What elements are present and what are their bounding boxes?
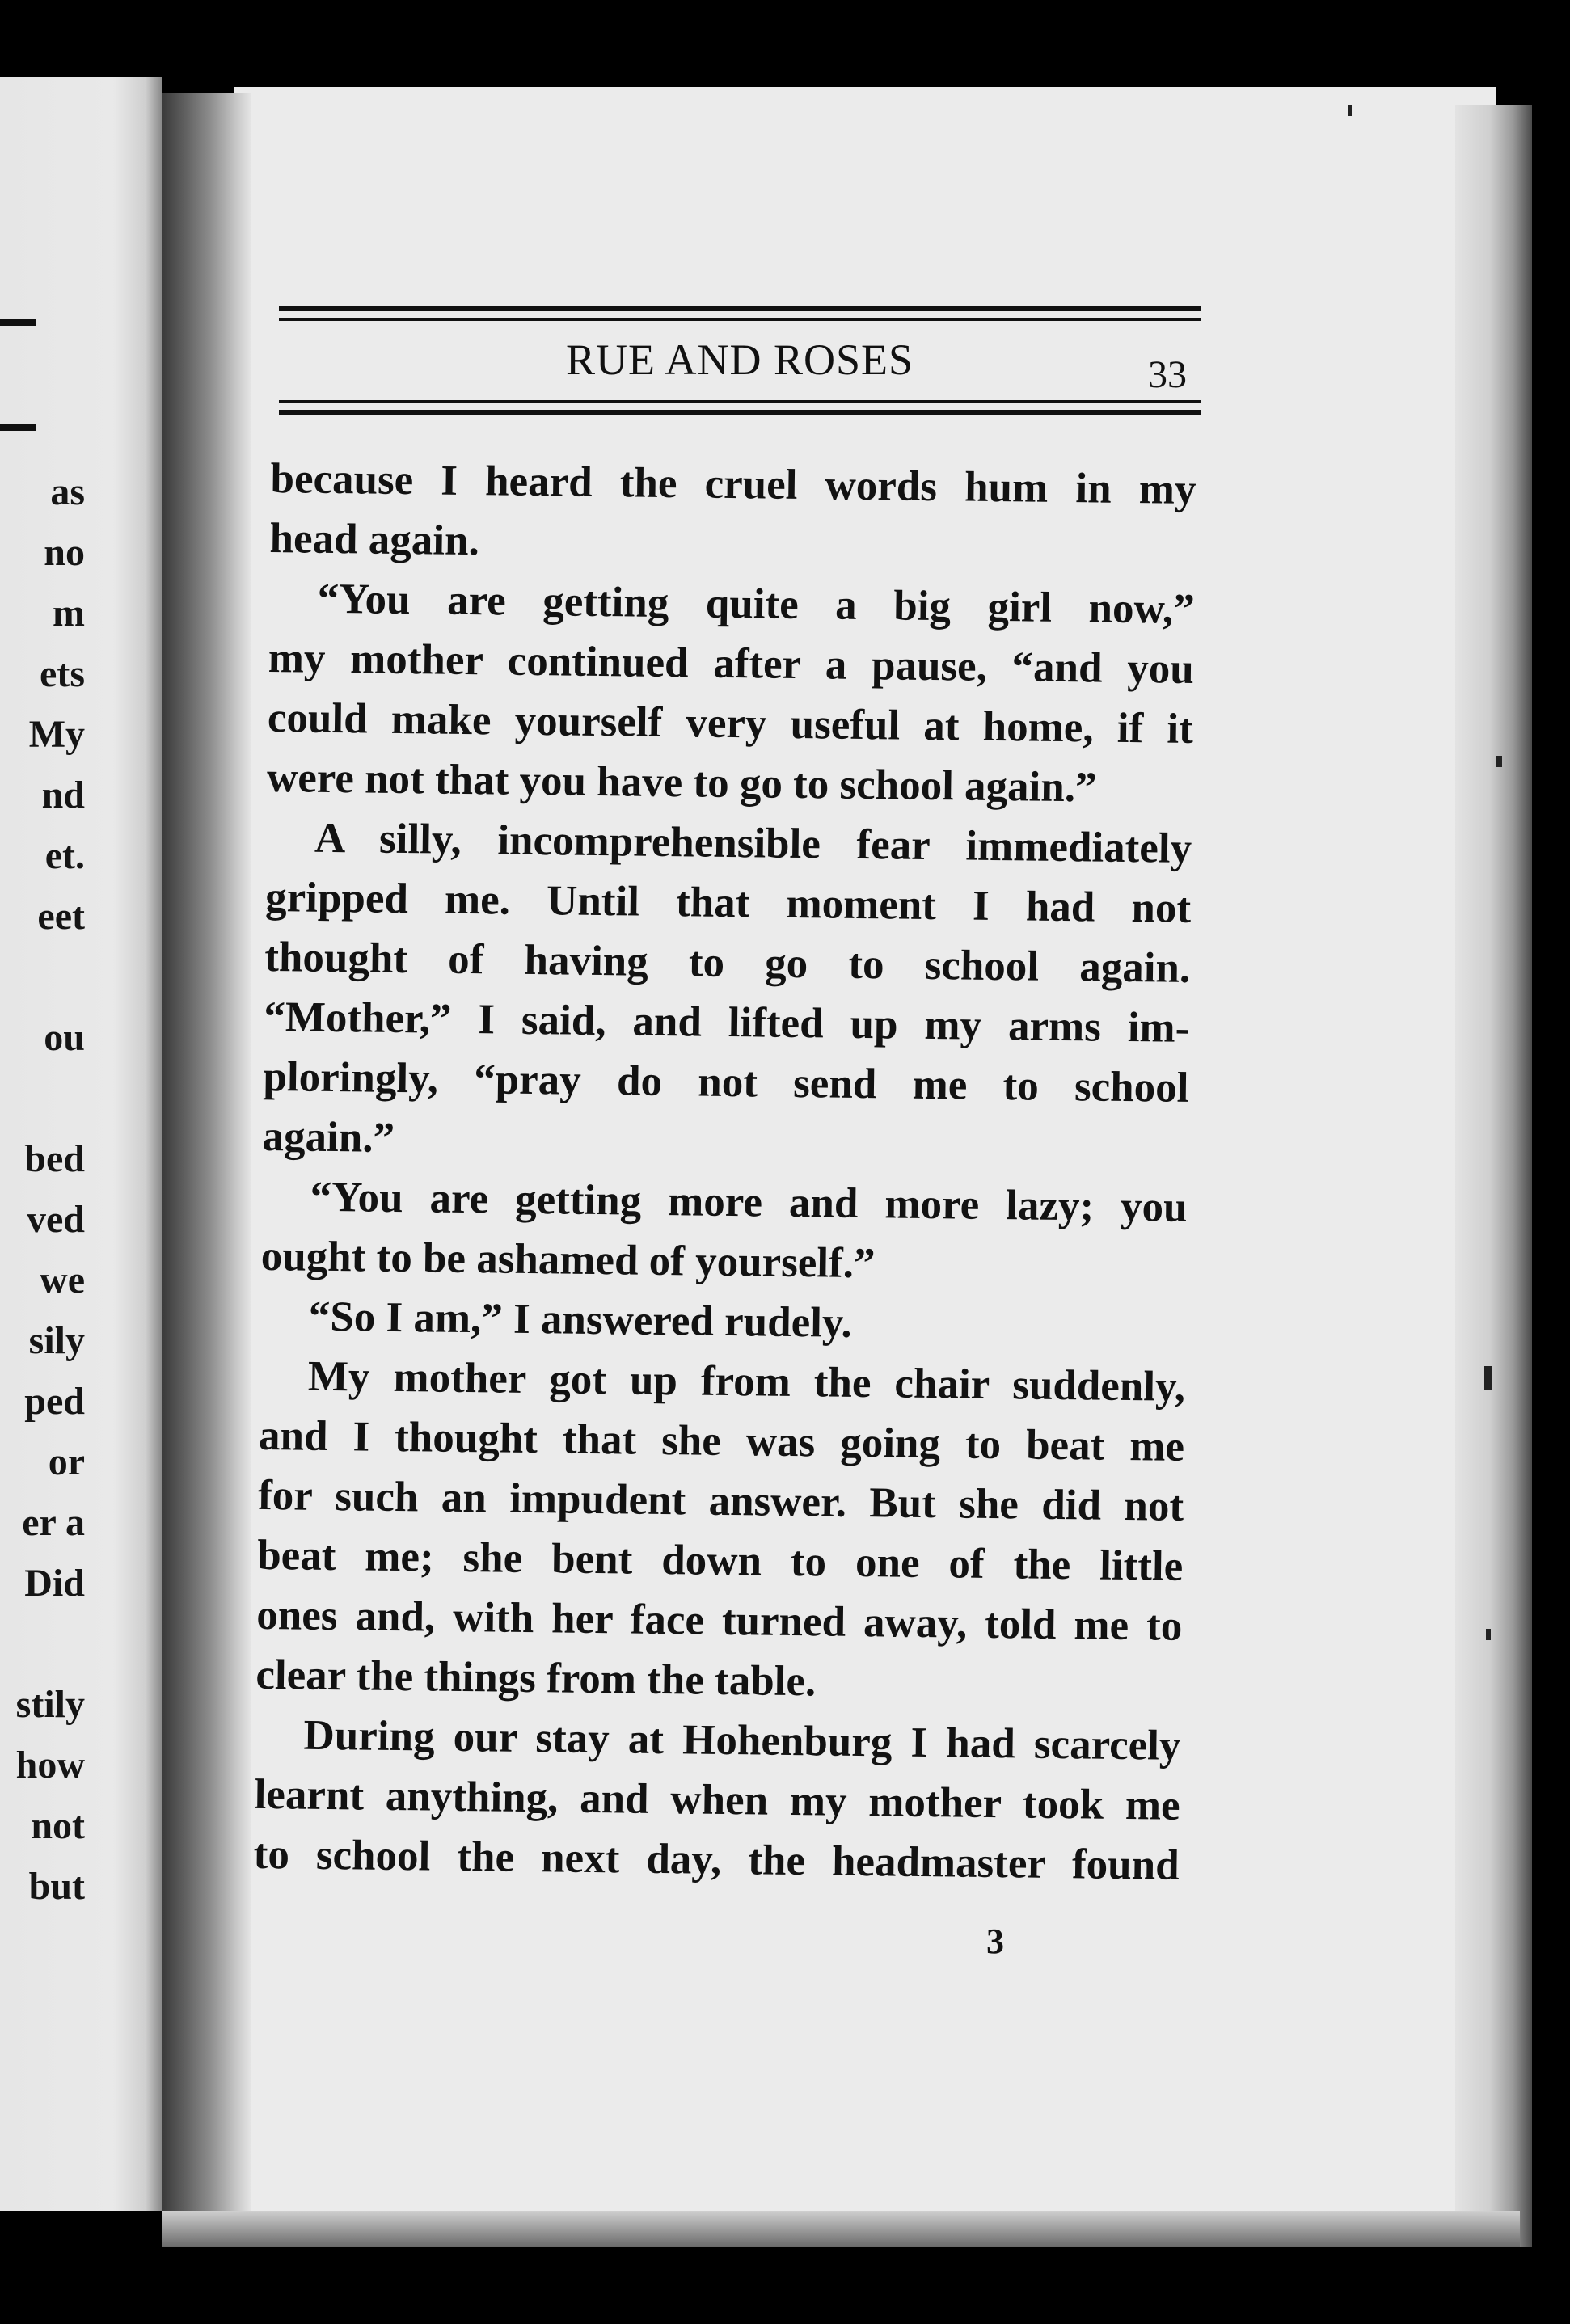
text-line: gripped me. Until that moment I had not — [264, 873, 1192, 932]
header-rule-top-thin — [279, 318, 1201, 321]
left-fragment: Did — [24, 1562, 85, 1605]
left-fragment: ped — [24, 1380, 85, 1423]
text-line: ought to be ashamed of yourself.” — [260, 1232, 876, 1288]
text-line: my mother continued after a pause, “and you — [268, 634, 1195, 693]
text-line: learnt anything, and when my mother took me — [254, 1770, 1180, 1829]
text-line: ploringly, “pray do not send me to school — [263, 1052, 1189, 1111]
page-number: 33 — [1148, 353, 1187, 396]
text-line: ones and, with her face turned away, told me to — [256, 1591, 1183, 1650]
text-line: During our stay at Hohenburg I had scarcely — [303, 1711, 1181, 1769]
scan-speck — [1348, 105, 1352, 116]
signature-mark: 3 — [986, 1921, 1004, 1961]
left-fragment: nd — [41, 774, 85, 816]
text-line: “You are getting more and more lazy; you — [310, 1173, 1188, 1231]
header-rule-bottom-thick — [279, 410, 1201, 415]
left-fragment: ou — [44, 1016, 85, 1059]
left-fragment: but — [28, 1865, 85, 1908]
text-line: “So I am,” I answered rudely. — [308, 1293, 853, 1347]
left-fragment: ets — [40, 652, 85, 695]
left-fragment: ved — [27, 1198, 85, 1241]
binding-gutter-shadow — [162, 93, 251, 2211]
left-fragment: eet — [37, 895, 85, 938]
left-fragment: bed — [24, 1137, 85, 1180]
left-fragment: we — [40, 1259, 85, 1301]
text-line: beat me; she bent down to one of the little — [256, 1531, 1184, 1590]
text-line: My mother got up from the chair suddenly, — [307, 1352, 1186, 1411]
left-fragment: or — [48, 1440, 85, 1483]
running-title: RUE AND ROSES — [565, 335, 914, 384]
scan-speck — [1496, 756, 1502, 767]
text-line: to school the next day, the headmaster found — [253, 1830, 1180, 1889]
right-page-edge-shadow — [1455, 105, 1532, 2247]
left-fragment: My — [28, 713, 85, 756]
text-line: could make yourself very useful at home, if it — [267, 694, 1194, 753]
text-line: for such an impudent answer. But she did not — [257, 1471, 1184, 1530]
left-fragment: as — [50, 470, 85, 513]
left-fragment: how — [15, 1744, 85, 1786]
text-line: thought of having to go to school again. — [264, 933, 1191, 992]
text-line: were not that you have to go to school again.” — [266, 753, 1097, 812]
text-line: and I thought that she was going to beat me — [258, 1411, 1185, 1470]
text-line: “Mother,” I said, and lifted up my arms im- — [264, 993, 1190, 1052]
left-fragment: stily — [15, 1683, 85, 1726]
left-fragment: m — [53, 592, 85, 635]
text-line: again.” — [262, 1112, 395, 1162]
left-page-edge — [0, 77, 162, 2211]
scan-speck — [1484, 1366, 1492, 1390]
text-line: A silly, incomprehensible fear immediately — [314, 814, 1192, 872]
text-line: head again. — [269, 514, 480, 565]
left-fragment: not — [31, 1804, 85, 1847]
left-fragment: sily — [28, 1319, 85, 1362]
bottom-page-shadow — [162, 2211, 1520, 2247]
left-page-text-fragments — [0, 77, 162, 2211]
left-fragment: et. — [44, 834, 85, 877]
left-fragment: no — [44, 531, 85, 574]
header-rule-top-thick — [279, 306, 1201, 311]
text-line: “You are getting quite a big girl now,” — [317, 575, 1196, 633]
text-line: because I heard the cruel words hum in my — [270, 454, 1196, 513]
scan-speck — [1486, 1629, 1491, 1640]
text-line: clear the things from the table. — [255, 1651, 817, 1706]
body-text — [253, 449, 1196, 1896]
left-fragment: er a — [22, 1501, 85, 1544]
header-rule-bottom-thin — [279, 400, 1201, 403]
